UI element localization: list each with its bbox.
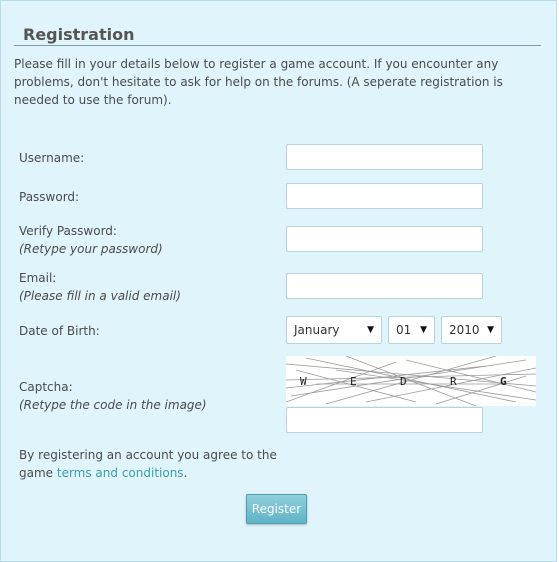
dob-day-select[interactable]: [388, 316, 435, 344]
email-input[interactable]: [286, 273, 483, 299]
username-input[interactable]: [286, 144, 483, 170]
dob-year-select[interactable]: [441, 316, 502, 344]
captcha-char: W: [300, 375, 307, 388]
password-label: Password:: [19, 190, 80, 204]
captcha-noise: [286, 356, 536, 406]
password-input[interactable]: [286, 183, 483, 209]
verify-password-hint: (Retype your password): [19, 242, 163, 256]
dropdown-arrow-icon: ▼: [367, 325, 374, 335]
verify-password-label-text: Verify Password:: [19, 224, 117, 238]
email-label: [19, 269, 181, 305]
verify-password-input[interactable]: [286, 226, 483, 252]
terms-prefix: By registering an account you agree to the game: [19, 448, 277, 480]
register-button[interactable]: Register: [246, 494, 307, 524]
verify-password-label: [19, 222, 163, 258]
dob-day-value: 01: [396, 323, 412, 337]
captcha-label-text: Captcha:: [19, 380, 73, 394]
dropdown-arrow-icon: ▼: [487, 325, 494, 335]
username-label: Username:: [19, 151, 85, 165]
captcha-char: G: [500, 375, 507, 388]
intro-text: Please fill in your details below to register a game account. If you encounter any problems, don't hesitate to ask for help on the forums. (A seperate registration is needed to use the forum).: [14, 57, 503, 107]
dob-label: Date of Birth:: [19, 324, 100, 338]
terms-suffix: .: [183, 466, 188, 480]
dob-year-value: 2010: [449, 323, 480, 337]
terms-text: [19, 446, 284, 482]
email-label-text: Email:: [19, 271, 57, 285]
title-divider: [14, 45, 541, 46]
captcha-char: E: [350, 375, 357, 388]
email-hint: (Please fill in a valid email): [19, 289, 181, 303]
captcha-image: [286, 356, 536, 406]
dropdown-arrow-icon: ▼: [420, 325, 427, 335]
dob-month-select[interactable]: [286, 316, 382, 344]
captcha-hint: (Retype the code in the image): [19, 398, 207, 412]
captcha-char: R: [450, 375, 457, 388]
captcha-input[interactable]: [286, 407, 483, 433]
dob-month-value: January: [294, 323, 340, 337]
captcha-label: [19, 378, 207, 414]
captcha-char: D: [400, 375, 407, 388]
terms-link[interactable]: terms and conditions: [56, 466, 184, 480]
page-title: Registration: [23, 25, 135, 44]
